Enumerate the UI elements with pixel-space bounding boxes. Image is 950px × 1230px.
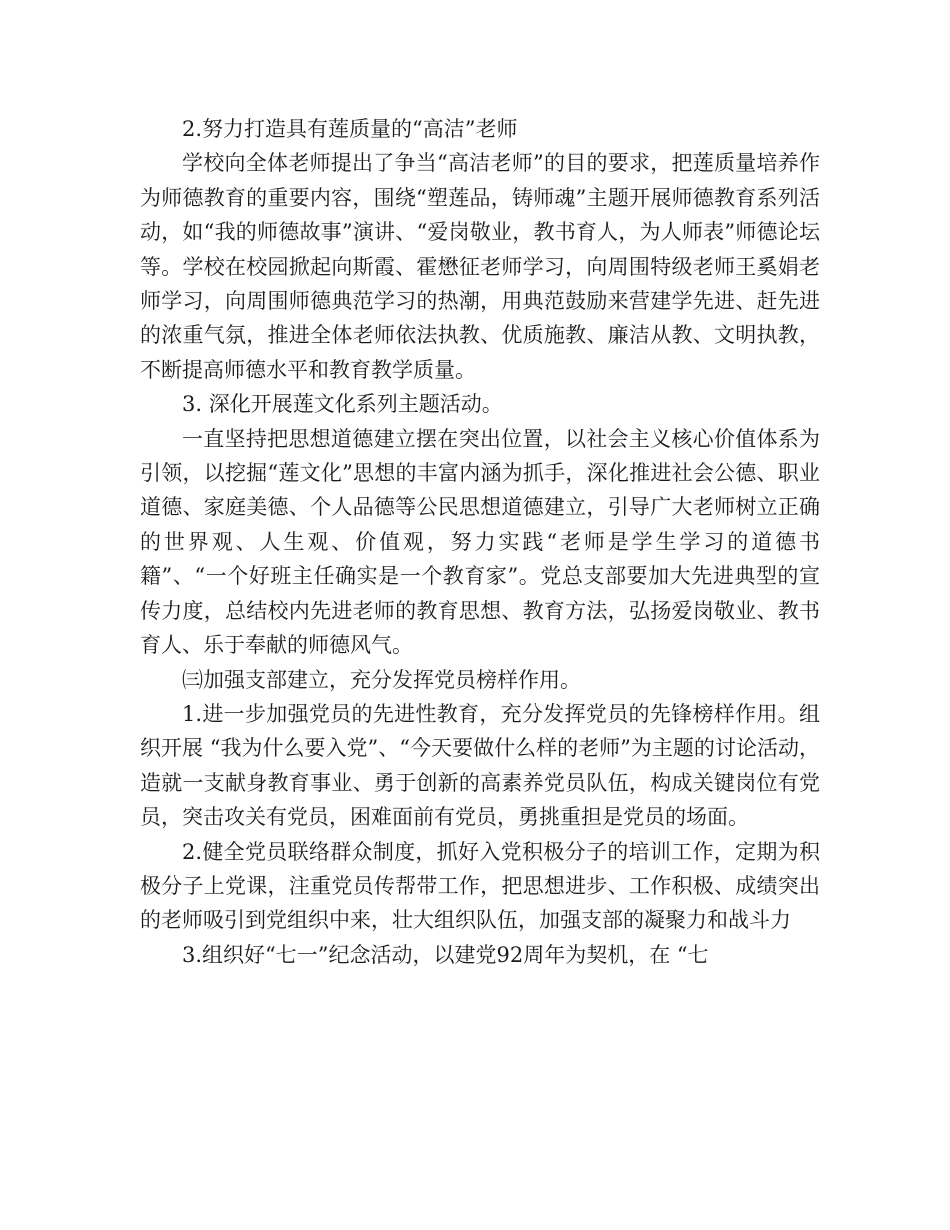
paragraph-item-2: 2.健全党员联络群众制度，抓好入党积极分子的培训工作，定期为积极分子上党课，注重党员传帮带工作，把思想进步、工作积极、成绩突出的老师吸引到党组织中来，壮大组织队伍，加强支部的凝聚力和战斗力 (140, 839, 820, 933)
paragraph-item-1: 1.进一步加强党员的先进性教育，充分发挥党员的先锋榜样作用。组织开展 “我为什么要入党”、“今天要做什么样的老师”为主题的讨论活动，造就一支献身教育事业、勇于创新的高素养党员队伍，构成关键岗位有党员，突击攻关有党员，困难面前有党员，勇挑重担是党员的场面。 (140, 701, 820, 830)
paragraph-section-3: ㈢加强支部建立，充分发挥党员榜样作用。 (182, 667, 581, 692)
paragraph-teacher-ethics: 学校向全体老师提出了争当“高洁老师”的目的要求，把莲质量培养作为师德教育的重要内容，围绕“塑莲品，铸师魂”主题开展师德教育系列活动，如“我的师德故事”演讲、“爱岗敬业，教书育人，为人师表”师德论坛等。学校在校园掀起向斯霞、霍懋征老师学习，向周围特级老师王奚娟老师学习，向周围师德典范学习的热潮，用典范鼓励来营建学先进、赶先进的浓重气氛，推进全体老师依法执教、优质施教、廉洁从教、文明执教，不断提高师德水平和教育教学质量。 (140, 151, 820, 382)
paragraph-lotus-culture: 一直坚持把思想道德建立摆在突出位置，以社会主义核心价值体系为引领，以挖掘“莲文化”思想的丰富内涵为抓手，深化推进社会公德、职业道德、家庭美德、个人品德等公民思想道德建立，引导广大老师树立正确的世界观、人生观、价值观，努力实践“老师是学生学习的道德书籍”、“一个好班主任确实是一个教育家”。党总支部要加大先进典型的宣传力度，总结校内先进老师的教育思想、教育方法，弘扬爱岗敬业、教书育人、乐于奉献的师德风气。 (140, 426, 820, 658)
document-body (140, 112, 820, 972)
paragraph-heading-2: 2.努力打造具有莲质量的“高洁”老师 (182, 117, 518, 141)
paragraph-item-3: 3.组织好“七一”纪念活动，以建党92周年为契机，在 “七 (182, 942, 709, 967)
paragraph-heading-3: 3. 深化开展莲文化系列主题活动。 (182, 392, 503, 417)
